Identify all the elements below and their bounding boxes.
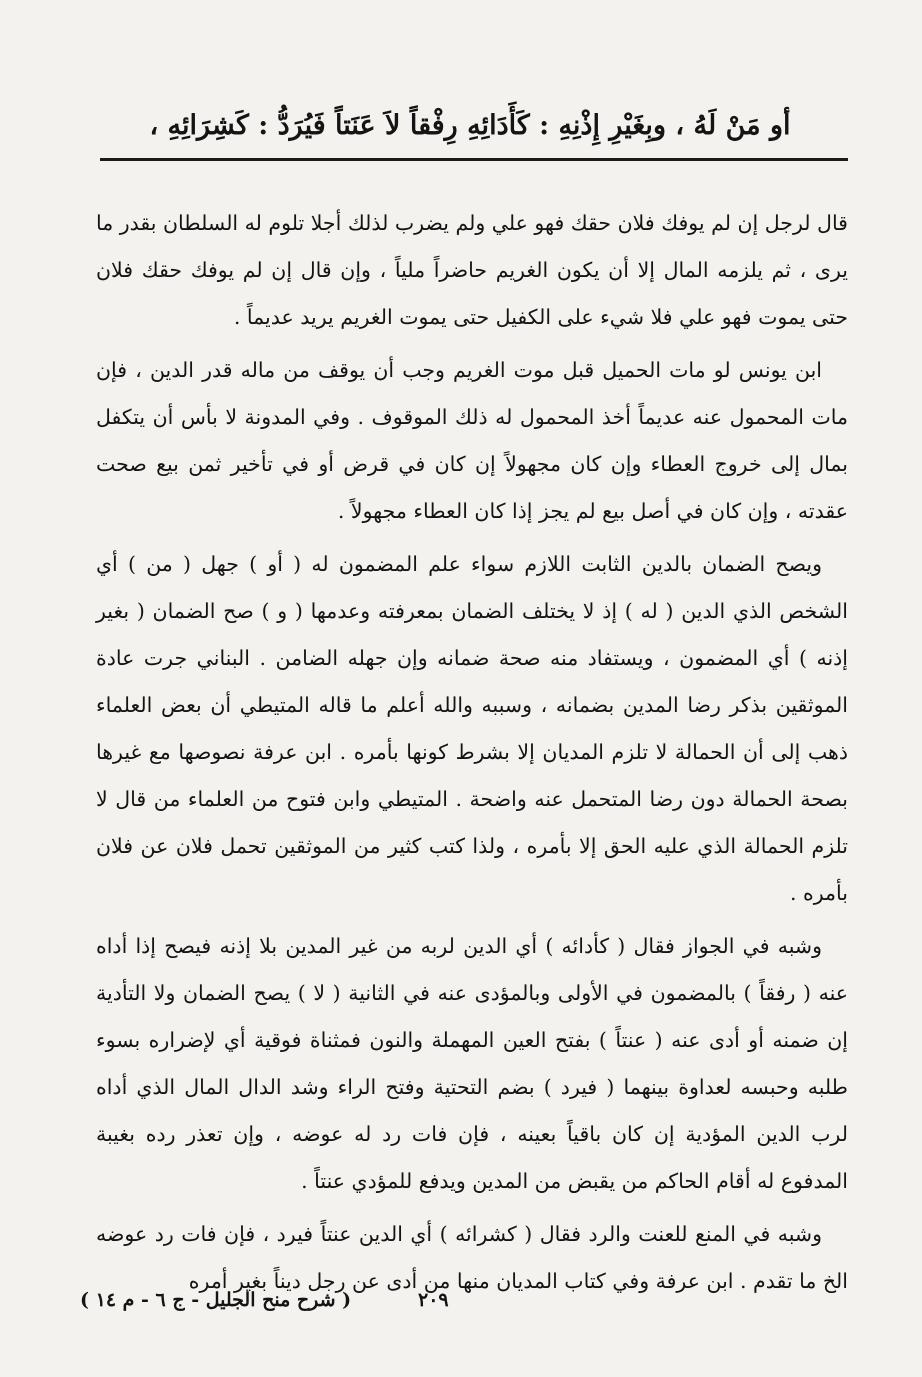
header-divider [100,158,848,161]
paragraph: ابن يونس لو مات الحميل قبل موت الغريم وجب أن يوقف من ماله قدر الدين ، فإن مات المحمول عنه عديماً أخذ المحمول له ذلك الموقوف . وفي المدونة لا بأس أن يتكفل بمال إلى خروج العطاء وإن كان مجهولاً إن كان في قرض أو في تأخير ثمن بيع صحت عقدته ، وإن كان في أصل بيع لم يجز إذا كان العطاء مجهولاً . [96,358,848,523]
paragraph: وشبه في الجواز فقال ( كأدائه ) أي الدين لربه من غير المدين بلا إذنه فيصح إذا أداه عنه ( رفقاً ) بالمضمون في الأولى وبالمؤدى عنه في الثانية ( لا ) يصح الضمان ولا التأدية إن ضمنه أو أدى عنه ( عنتاً ) بفتح العين المهملة والنون فمثناة فوقية أي لإضراره بسوء طلبه وحبسه لعداوة بينهما ( فيرد ) بضم التحتية وفتح الراء وشد الدال المال الذي أداه لرب الدين المؤدية إن كان باقياً بعينه ، فإن فات رد له عوضه ، وإن تعذر رده بغيبة المدفوع له أقام الحاكم من يقبض من المدين ويدفع للمؤدي عنتاً . [96,934,848,1193]
page-number: ٢٠٩ [418,1289,449,1311]
paragraph: وشبه في المنع للعنت والرد فقال ( كشرائه ) أي الدين عنتاً فيرد ، فإن فات رد عوضه الخ ما تقدم . ابن عرفة وفي كتاب المديان منها من أدى عن رجل ديناً بغير أمره [96,1222,848,1293]
page-footer [80,1282,780,1318]
paragraph: قال لرجل إن لم يوفك فلان حقك فهو علي ولم يضرب لذلك أجلا تلوم له السلطان بقدر ما يرى ، ثم يلزمه المال إلا أن يكون الغريم حاضراً ملياً ، وإن قال إن لم يوفك حقك فلان حتى يموت فهو علي فلا شيء على الكفيل حتى يموت الغريم يريد عديماً . [96,211,848,329]
matn-header: أو مَنْ لَهُ ، وبِغَيْرِ إِذْنِهِ : كَأَدَائِهِ رِفْقاً لاَ عَنَتاً فَيُرَدُّ : كَشِرَائِهِ ، [149,110,791,141]
commentary-body [96,200,848,1311]
book-reference: ( شرح منح الجليل - ج ٦ - م ١٤ ) [80,1289,352,1311]
paragraph: ويصح الضمان بالدين الثابت اللازم سواء علم المضمون له ( أو ) جهل ( من ) أي الشخص الذي الدين ( له ) إذ لا يختلف الضمان بمعرفته وعدمها ( و ) صح الضمان ( بغير إذنه ) أي المضمون ، ويستفاد منه صحة ضمانه وإن جهله الضامن . البناني جرت عادة الموثقين بذكر رضا المدين بضمانه ، وسببه والله أعلم ما قاله المتيطي أن بعض العلماء ذهب إلى أن الحمالة لا تلزم المديان إلا بشرط كونها بأمره . ابن عرفة نصوصها مع غيرها بصحة الحمالة دون رضا المتحمل عنه واضحة . المتيطي وابن فتوح من العلماء من قال لا تلزم الحمالة الذي عليه الحق إلا بأمره ، ولذا كتب كثير من الموثقين تحمل فلان عن فلان بأمره . [96,552,848,905]
